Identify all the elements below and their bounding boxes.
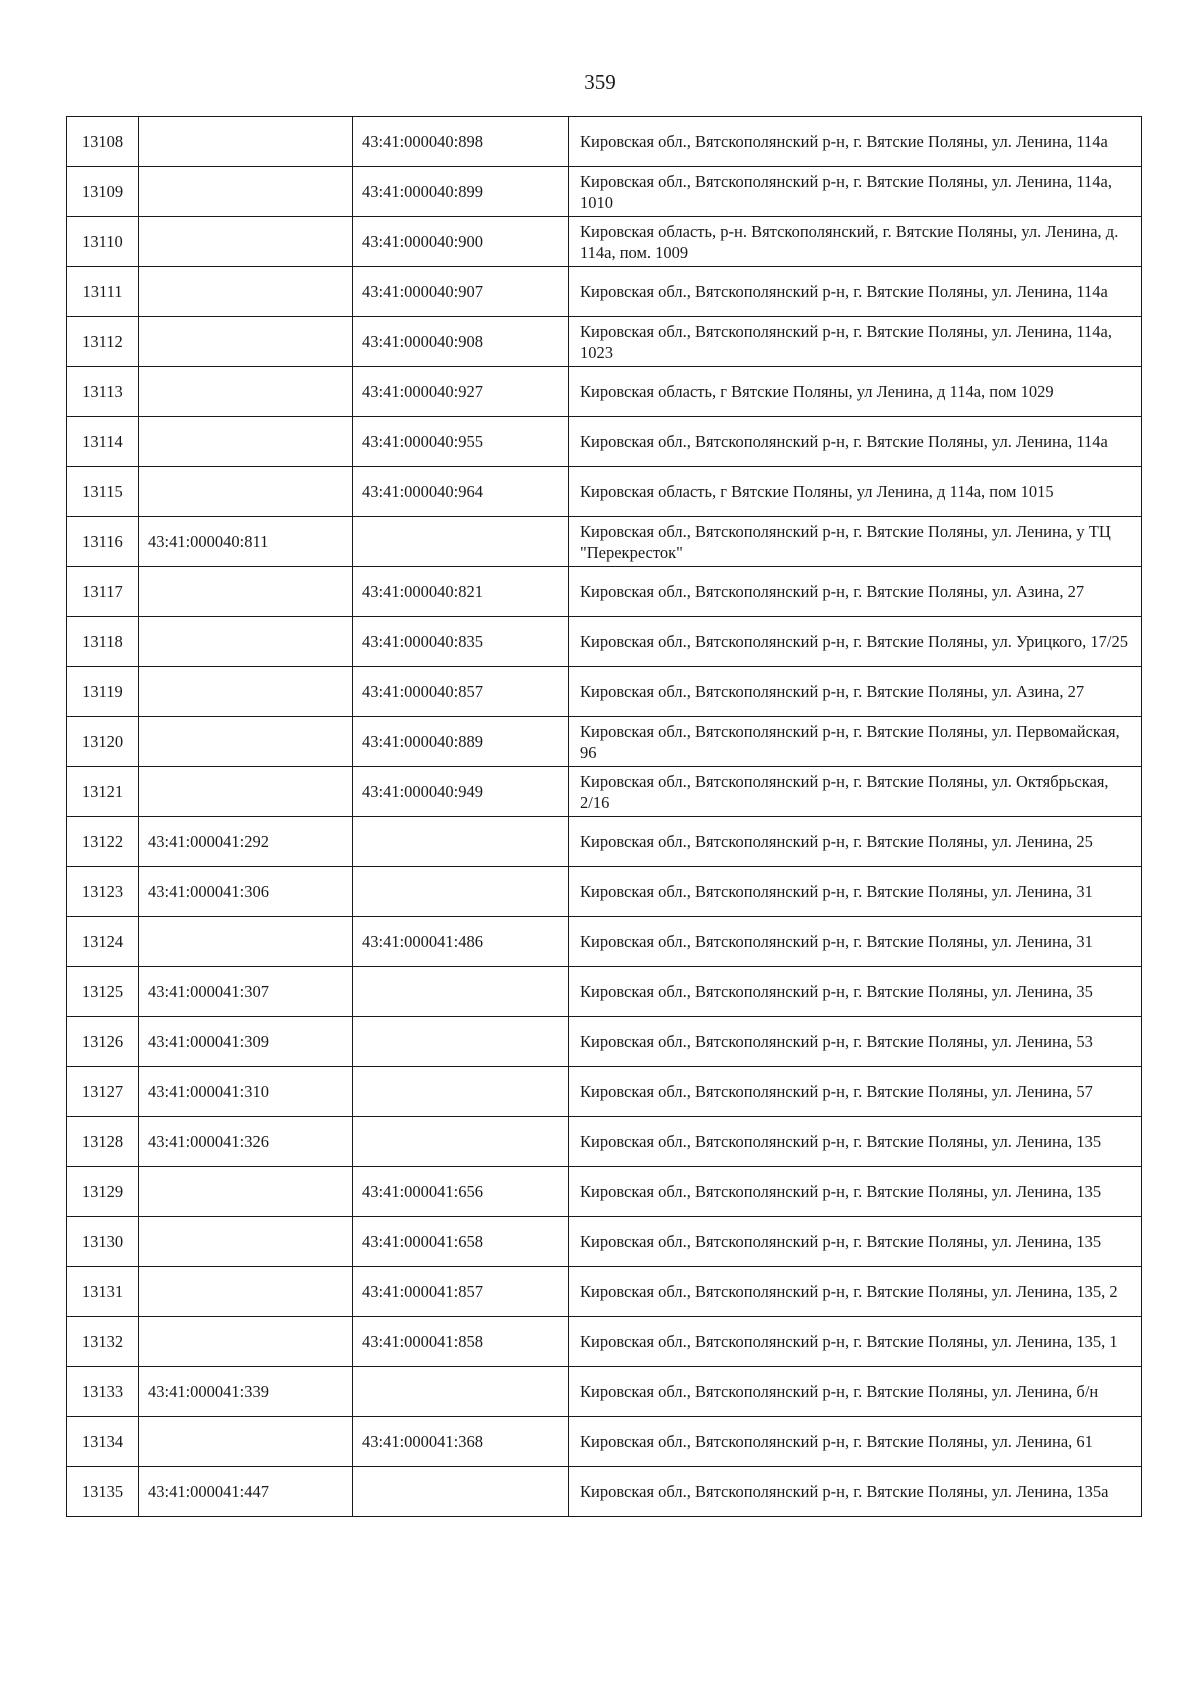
table-row bbox=[67, 117, 1142, 167]
address-cell: Кировская обл., Вятскополянский р-н, г. Вятские Поляны, ул. Ленина, 135а bbox=[569, 1467, 1142, 1517]
object-cadastral-number-cell bbox=[353, 967, 569, 1017]
table-row bbox=[67, 667, 1142, 717]
land-cadastral-number-cell: 43:41:000041:292 bbox=[139, 817, 353, 867]
object-cadastral-number-cell: 43:41:000040:899 bbox=[353, 167, 569, 217]
row-number-cell: 13117 bbox=[67, 567, 139, 617]
address-cell: Кировская обл., Вятскополянский р-н, г. Вятские Поляны, ул. Ленина, 114а bbox=[569, 417, 1142, 467]
address-cell: Кировская обл., Вятскополянский р-н, г. Вятские Поляны, ул. Ленина, 25 bbox=[569, 817, 1142, 867]
object-cadastral-number-cell bbox=[353, 1117, 569, 1167]
land-cadastral-number-cell bbox=[139, 1267, 353, 1317]
land-cadastral-number-cell: 43:41:000041:309 bbox=[139, 1017, 353, 1067]
land-cadastral-number-cell bbox=[139, 1217, 353, 1267]
row-number-cell: 13113 bbox=[67, 367, 139, 417]
table-row bbox=[67, 267, 1142, 317]
address-cell: Кировская обл., Вятскополянский р-н, г. Вятские Поляны, ул. Урицкого, 17/25 bbox=[569, 617, 1142, 667]
table-row bbox=[67, 167, 1142, 217]
row-number-cell: 13112 bbox=[67, 317, 139, 367]
row-number-cell: 13109 bbox=[67, 167, 139, 217]
row-number-cell: 13135 bbox=[67, 1467, 139, 1517]
row-number-cell: 13123 bbox=[67, 867, 139, 917]
address-cell: Кировская обл., Вятскополянский р-н, г. Вятские Поляны, ул. Ленина, 114а bbox=[569, 117, 1142, 167]
object-cadastral-number-cell: 43:41:000040:927 bbox=[353, 367, 569, 417]
land-cadastral-number-cell bbox=[139, 317, 353, 367]
table-row bbox=[67, 317, 1142, 367]
land-cadastral-number-cell bbox=[139, 267, 353, 317]
table-row bbox=[67, 417, 1142, 467]
object-cadastral-number-cell bbox=[353, 1467, 569, 1517]
address-cell: Кировская обл., Вятскополянский р-н, г. Вятские Поляны, ул. Октябрьская, 2/16 bbox=[569, 767, 1142, 817]
table-row bbox=[67, 1067, 1142, 1117]
address-cell: Кировская обл., Вятскополянский р-н, г. Вятские Поляны, ул. Ленина, б/н bbox=[569, 1367, 1142, 1417]
address-cell: Кировская обл., Вятскополянский р-н, г. Вятские Поляны, ул. Ленина, 135 bbox=[569, 1167, 1142, 1217]
object-cadastral-number-cell: 43:41:000040:907 bbox=[353, 267, 569, 317]
address-cell: Кировская обл., Вятскополянский р-н, г. Вятские Поляны, ул. Ленина, 135, 1 bbox=[569, 1317, 1142, 1367]
land-cadastral-number-cell bbox=[139, 717, 353, 767]
object-cadastral-number-cell: 43:41:000041:858 bbox=[353, 1317, 569, 1367]
land-cadastral-number-cell bbox=[139, 217, 353, 267]
address-cell: Кировская область, р-н. Вятскополянский, г. Вятские Поляны, ул. Ленина, д. 114а, пом. 1009 bbox=[569, 217, 1142, 267]
table-row bbox=[67, 967, 1142, 1017]
object-cadastral-number-cell bbox=[353, 1017, 569, 1067]
object-cadastral-number-cell: 43:41:000040:900 bbox=[353, 217, 569, 267]
row-number-cell: 13131 bbox=[67, 1267, 139, 1317]
address-cell: Кировская обл., Вятскополянский р-н, г. Вятские Поляны, ул. Ленина, 57 bbox=[569, 1067, 1142, 1117]
address-cell: Кировская обл., Вятскополянский р-н, г. Вятские Поляны, ул. Ленина, у ТЦ "Перекресток" bbox=[569, 517, 1142, 567]
address-cell: Кировская обл., Вятскополянский р-н, г. Вятские Поляны, ул. Ленина, 135 bbox=[569, 1217, 1142, 1267]
table-row bbox=[67, 817, 1142, 867]
address-cell: Кировская область, г Вятские Поляны, ул Ленина, д 114а, пом 1015 bbox=[569, 467, 1142, 517]
row-number-cell: 13114 bbox=[67, 417, 139, 467]
land-cadastral-number-cell bbox=[139, 467, 353, 517]
row-number-cell: 13128 bbox=[67, 1117, 139, 1167]
address-cell: Кировская обл., Вятскополянский р-н, г. Вятские Поляны, ул. Ленина, 114а bbox=[569, 267, 1142, 317]
table-row bbox=[67, 1267, 1142, 1317]
address-cell: Кировская обл., Вятскополянский р-н, г. Вятские Поляны, ул. Ленина, 135 bbox=[569, 1117, 1142, 1167]
row-number-cell: 13119 bbox=[67, 667, 139, 717]
table-row bbox=[67, 917, 1142, 967]
row-number-cell: 13111 bbox=[67, 267, 139, 317]
address-cell: Кировская обл., Вятскополянский р-н, г. Вятские Поляны, ул. Ленина, 114а, 1023 bbox=[569, 317, 1142, 367]
table-row bbox=[67, 1417, 1142, 1467]
object-cadastral-number-cell bbox=[353, 1367, 569, 1417]
object-cadastral-number-cell: 43:41:000040:955 bbox=[353, 417, 569, 467]
row-number-cell: 13116 bbox=[67, 517, 139, 567]
land-cadastral-number-cell bbox=[139, 917, 353, 967]
land-cadastral-number-cell bbox=[139, 417, 353, 467]
address-cell: Кировская обл., Вятскополянский р-н, г. Вятские Поляны, ул. Ленина, 61 bbox=[569, 1417, 1142, 1467]
land-cadastral-number-cell bbox=[139, 367, 353, 417]
object-cadastral-number-cell: 43:41:000041:857 bbox=[353, 1267, 569, 1317]
object-cadastral-number-cell bbox=[353, 1067, 569, 1117]
address-cell: Кировская обл., Вятскополянский р-н, г. Вятские Поляны, ул. Ленина, 135, 2 bbox=[569, 1267, 1142, 1317]
table-row bbox=[67, 867, 1142, 917]
land-cadastral-number-cell: 43:41:000041:306 bbox=[139, 867, 353, 917]
land-cadastral-number-cell bbox=[139, 667, 353, 717]
table-row bbox=[67, 367, 1142, 417]
table-row bbox=[67, 517, 1142, 567]
row-number-cell: 13118 bbox=[67, 617, 139, 667]
table-row bbox=[67, 567, 1142, 617]
table-row bbox=[67, 1467, 1142, 1517]
table-row bbox=[67, 1367, 1142, 1417]
row-number-cell: 13125 bbox=[67, 967, 139, 1017]
address-cell: Кировская область, г Вятские Поляны, ул Ленина, д 114а, пом 1029 bbox=[569, 367, 1142, 417]
land-cadastral-number-cell bbox=[139, 767, 353, 817]
table-row bbox=[67, 1017, 1142, 1067]
land-cadastral-number-cell: 43:41:000041:339 bbox=[139, 1367, 353, 1417]
object-cadastral-number-cell: 43:41:000041:656 bbox=[353, 1167, 569, 1217]
table-row bbox=[67, 1167, 1142, 1217]
row-number-cell: 13124 bbox=[67, 917, 139, 967]
address-cell: Кировская обл., Вятскополянский р-н, г. Вятские Поляны, ул. Азина, 27 bbox=[569, 667, 1142, 717]
object-cadastral-number-cell: 43:41:000040:857 bbox=[353, 667, 569, 717]
row-number-cell: 13132 bbox=[67, 1317, 139, 1367]
object-cadastral-number-cell: 43:41:000041:486 bbox=[353, 917, 569, 967]
row-number-cell: 13130 bbox=[67, 1217, 139, 1267]
land-cadastral-number-cell bbox=[139, 1167, 353, 1217]
row-number-cell: 13127 bbox=[67, 1067, 139, 1117]
object-cadastral-number-cell: 43:41:000040:898 bbox=[353, 117, 569, 167]
land-cadastral-number-cell bbox=[139, 567, 353, 617]
address-cell: Кировская обл., Вятскополянский р-н, г. Вятские Поляны, ул. Первомайская, 96 bbox=[569, 717, 1142, 767]
table-row bbox=[67, 717, 1142, 767]
row-number-cell: 13108 bbox=[67, 117, 139, 167]
table-row bbox=[67, 1217, 1142, 1267]
table-row bbox=[67, 467, 1142, 517]
object-cadastral-number-cell: 43:41:000041:658 bbox=[353, 1217, 569, 1267]
address-cell: Кировская обл., Вятскополянский р-н, г. Вятские Поляны, ул. Ленина, 114а, 1010 bbox=[569, 167, 1142, 217]
object-cadastral-number-cell: 43:41:000040:821 bbox=[353, 567, 569, 617]
row-number-cell: 13110 bbox=[67, 217, 139, 267]
address-cell: Кировская обл., Вятскополянский р-н, г. Вятские Поляны, ул. Ленина, 53 bbox=[569, 1017, 1142, 1067]
land-cadastral-number-cell: 43:41:000041:310 bbox=[139, 1067, 353, 1117]
table-row bbox=[67, 217, 1142, 267]
row-number-cell: 13121 bbox=[67, 767, 139, 817]
land-cadastral-number-cell: 43:41:000041:307 bbox=[139, 967, 353, 1017]
land-cadastral-number-cell bbox=[139, 167, 353, 217]
row-number-cell: 13134 bbox=[67, 1417, 139, 1467]
land-cadastral-number-cell bbox=[139, 117, 353, 167]
row-number-cell: 13115 bbox=[67, 467, 139, 517]
land-cadastral-number-cell bbox=[139, 1417, 353, 1467]
object-cadastral-number-cell bbox=[353, 817, 569, 867]
address-cell: Кировская обл., Вятскополянский р-н, г. Вятские Поляны, ул. Ленина, 31 bbox=[569, 917, 1142, 967]
object-cadastral-number-cell: 43:41:000040:964 bbox=[353, 467, 569, 517]
row-number-cell: 13120 bbox=[67, 717, 139, 767]
address-cell: Кировская обл., Вятскополянский р-н, г. Вятские Поляны, ул. Азина, 27 bbox=[569, 567, 1142, 617]
land-cadastral-number-cell bbox=[139, 617, 353, 667]
address-cell: Кировская обл., Вятскополянский р-н, г. Вятские Поляны, ул. Ленина, 35 bbox=[569, 967, 1142, 1017]
land-cadastral-number-cell: 43:41:000041:447 bbox=[139, 1467, 353, 1517]
register-table-body bbox=[67, 117, 1142, 1517]
object-cadastral-number-cell bbox=[353, 867, 569, 917]
row-number-cell: 13126 bbox=[67, 1017, 139, 1067]
object-cadastral-number-cell: 43:41:000040:949 bbox=[353, 767, 569, 817]
address-cell: Кировская обл., Вятскополянский р-н, г. Вятские Поляны, ул. Ленина, 31 bbox=[569, 867, 1142, 917]
page-number: 359 bbox=[584, 70, 616, 94]
table-row bbox=[67, 1317, 1142, 1367]
object-cadastral-number-cell: 43:41:000041:368 bbox=[353, 1417, 569, 1467]
object-cadastral-number-cell: 43:41:000040:908 bbox=[353, 317, 569, 367]
table-row bbox=[67, 617, 1142, 667]
table-row bbox=[67, 1117, 1142, 1167]
row-number-cell: 13122 bbox=[67, 817, 139, 867]
table-row bbox=[67, 767, 1142, 817]
land-cadastral-number-cell: 43:41:000041:326 bbox=[139, 1117, 353, 1167]
row-number-cell: 13129 bbox=[67, 1167, 139, 1217]
row-number-cell: 13133 bbox=[67, 1367, 139, 1417]
object-cadastral-number-cell: 43:41:000040:835 bbox=[353, 617, 569, 667]
cadastral-register-table bbox=[66, 116, 1142, 1517]
object-cadastral-number-cell: 43:41:000040:889 bbox=[353, 717, 569, 767]
object-cadastral-number-cell bbox=[353, 517, 569, 567]
land-cadastral-number-cell bbox=[139, 1317, 353, 1367]
land-cadastral-number-cell: 43:41:000040:811 bbox=[139, 517, 353, 567]
